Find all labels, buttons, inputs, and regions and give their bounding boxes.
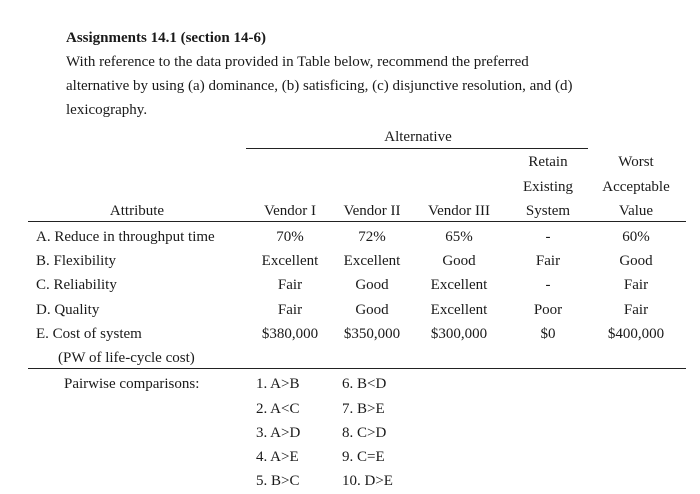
cell-a-vendor-2: 72% (358, 229, 386, 245)
cell-d-vendor-3: Excellent (430, 302, 488, 318)
header-retain-line-2: Existing (522, 179, 574, 195)
row-label-a: A. Reduce in throughput time (36, 229, 215, 245)
header-vendor-2: Vendor II (343, 203, 401, 219)
cell-c-vendor-2: Good (355, 277, 389, 293)
cell-a-retain: - (545, 229, 551, 245)
header-worst-line-2: Acceptable (602, 179, 670, 195)
row-label-b: B. Flexibility (36, 253, 117, 269)
pairwise-item-10: 10. D>E (342, 473, 393, 489)
intro-line-2: alternative by using (a) dominance, (b) satisficing, (c) disjunctive resolution, and (d) (66, 78, 573, 94)
cell-b-retain: Fair (535, 253, 561, 269)
cell-d-retain: Poor (533, 302, 563, 318)
cell-e-vendor-1: $380,000 (261, 326, 319, 342)
row-label-c: C. Reliability (36, 277, 117, 293)
row-label-e: E. Cost of system (36, 326, 142, 342)
pairwise-item-2: 2. A<C (256, 401, 300, 417)
rule-under-alternative (246, 148, 588, 149)
assignment-title: Assignments 14.1 (section 14-6) (66, 30, 266, 46)
cell-e-vendor-3: $300,000 (430, 326, 488, 342)
pairwise-item-5: 5. B>C (256, 473, 300, 489)
header-worst-line-3: Value (618, 203, 654, 219)
cell-d-vendor-1: Fair (277, 302, 303, 318)
pairwise-label: Pairwise comparisons: (64, 376, 200, 392)
header-vendor-3: Vendor III (427, 203, 491, 219)
cell-b-vendor-3: Good (442, 253, 476, 269)
header-retain-line-3: System (525, 203, 571, 219)
header-worst-line-1: Worst (618, 154, 654, 170)
cell-c-worst: Fair (623, 277, 649, 293)
pairwise-item-8: 8. C>D (342, 425, 387, 441)
pairwise-item-7: 7. B>E (342, 401, 385, 417)
pairwise-item-4: 4. A>E (256, 449, 299, 465)
cell-b-worst: Good (619, 253, 653, 269)
pairwise-item-1: 1. A>B (256, 376, 300, 392)
cell-b-vendor-2: Excellent (343, 253, 401, 269)
cell-c-vendor-3: Excellent (430, 277, 488, 293)
cell-a-worst: 60% (622, 229, 650, 245)
cell-e-worst: $400,000 (607, 326, 665, 342)
intro-line-3: lexicography. (66, 102, 148, 118)
cell-b-vendor-1: Excellent (261, 253, 319, 269)
header-attribute: Attribute (109, 203, 165, 219)
intro-line-1: With reference to the data provided in Table below, recommend the preferred (66, 54, 529, 70)
pairwise-item-3: 3. A>D (256, 425, 301, 441)
row-label-d: D. Quality (36, 302, 100, 318)
cost-note: (PW of life-cycle cost) (58, 350, 195, 366)
cell-c-retain: - (545, 277, 551, 293)
cell-d-worst: Fair (623, 302, 649, 318)
cell-d-vendor-2: Good (355, 302, 389, 318)
header-vendor-1: Vendor I (263, 203, 317, 219)
cell-c-vendor-1: Fair (277, 277, 303, 293)
pairwise-item-6: 6. B<D (342, 376, 387, 392)
cell-a-vendor-1: 70% (276, 229, 304, 245)
cell-e-retain: $0 (540, 326, 556, 342)
header-retain-line-1: Retain (528, 154, 568, 170)
cell-a-vendor-3: 65% (445, 229, 473, 245)
cell-e-vendor-2: $350,000 (343, 326, 401, 342)
group-header-alternative: Alternative (384, 129, 452, 145)
rule-under-header (28, 221, 686, 222)
pairwise-item-9: 9. C=E (342, 449, 385, 465)
rule-above-pairwise (28, 368, 686, 369)
